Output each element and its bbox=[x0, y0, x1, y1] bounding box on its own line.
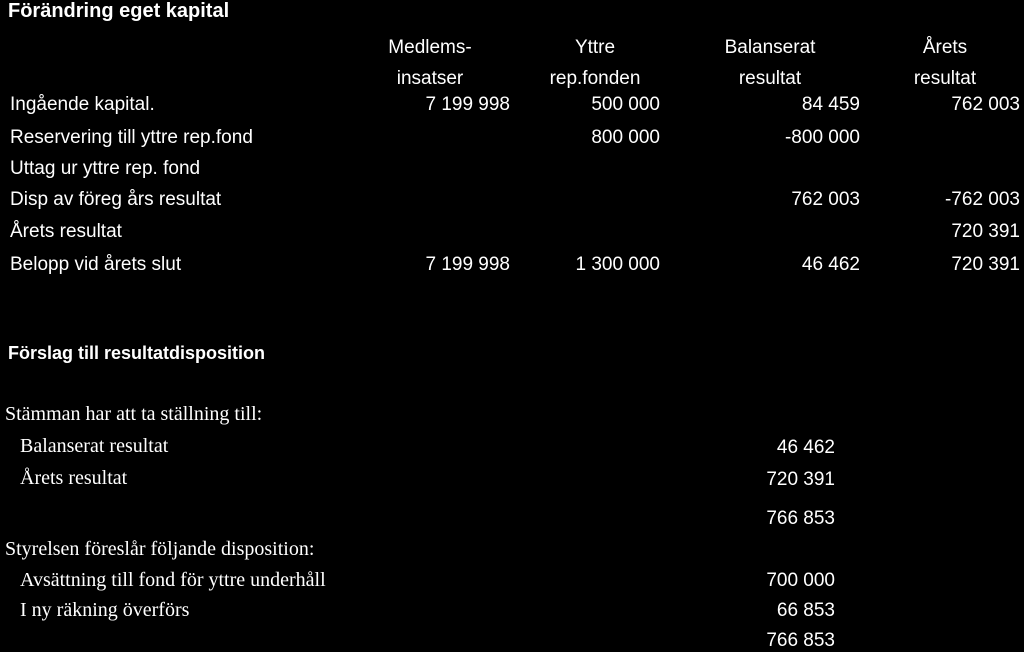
list-item-label: Balanserat resultat bbox=[20, 435, 169, 457]
table-cell: -762 003 bbox=[944, 189, 1020, 210]
table-cell: 720 391 bbox=[951, 221, 1020, 242]
column-header-arets-resultat bbox=[885, 32, 1005, 94]
table-cell: 84 459 bbox=[801, 94, 860, 115]
list-item-label: I ny räkning överförs bbox=[20, 599, 190, 621]
subtotal-value: 766 853 bbox=[766, 508, 835, 529]
column-header-line2: resultat bbox=[913, 68, 977, 89]
table-cell: 720 391 bbox=[951, 254, 1020, 275]
table-row-label: Reservering till yttre rep.fond bbox=[10, 127, 253, 148]
table-cell: 500 000 bbox=[591, 94, 660, 115]
table-row-label: Disp av föreg års resultat bbox=[10, 189, 222, 210]
section-title-equity-change: Förändring eget kapital bbox=[8, 0, 230, 22]
table-row-label: Belopp vid årets slut bbox=[10, 254, 182, 275]
list-item-value: 720 391 bbox=[766, 469, 835, 490]
column-header-line2: rep.fonden bbox=[549, 68, 641, 89]
table-row-label: Ingående kapital. bbox=[10, 94, 155, 115]
list-item-value: 700 000 bbox=[766, 570, 835, 591]
column-header-medlemsinsatser bbox=[370, 32, 490, 94]
list-item-label: Årets resultat bbox=[20, 467, 128, 489]
column-header-line1: Årets bbox=[922, 37, 968, 58]
table-cell: 1 300 000 bbox=[575, 254, 660, 275]
table-row-label: Uttag ur yttre rep. fond bbox=[10, 158, 201, 179]
table-cell: 762 003 bbox=[791, 189, 860, 210]
column-header-line2: resultat bbox=[738, 68, 802, 89]
table-cell: 46 462 bbox=[801, 254, 860, 275]
table-cell: -800 000 bbox=[784, 127, 860, 148]
total-value: 766 853 bbox=[766, 630, 835, 651]
column-header-line1: Medlems- bbox=[388, 37, 472, 58]
list-item-value: 66 853 bbox=[776, 600, 835, 621]
table-cell: 7 199 998 bbox=[425, 254, 510, 275]
board-intro-text: Styrelsen föreslår följande disposition: bbox=[5, 538, 315, 560]
column-header-line1: Balanserat bbox=[724, 37, 816, 58]
column-header-yttre-repfonden bbox=[525, 32, 665, 94]
column-header-line1: Yttre bbox=[574, 37, 616, 58]
table-cell: 7 199 998 bbox=[425, 94, 510, 115]
section-title-disposition: Förslag till resultatdisposition bbox=[8, 343, 266, 363]
table-row-label: Årets resultat bbox=[10, 221, 122, 242]
table-cell: 762 003 bbox=[951, 94, 1020, 115]
column-header-line2: insatser bbox=[396, 68, 464, 89]
intro-text: Stämman har att ta ställning till: bbox=[5, 403, 263, 425]
column-header-balanserat-resultat bbox=[700, 32, 840, 94]
list-item-label: Avsättning till fond för yttre underhåll bbox=[20, 569, 326, 591]
list-item-value: 46 462 bbox=[776, 437, 835, 458]
table-cell: 800 000 bbox=[591, 127, 660, 148]
